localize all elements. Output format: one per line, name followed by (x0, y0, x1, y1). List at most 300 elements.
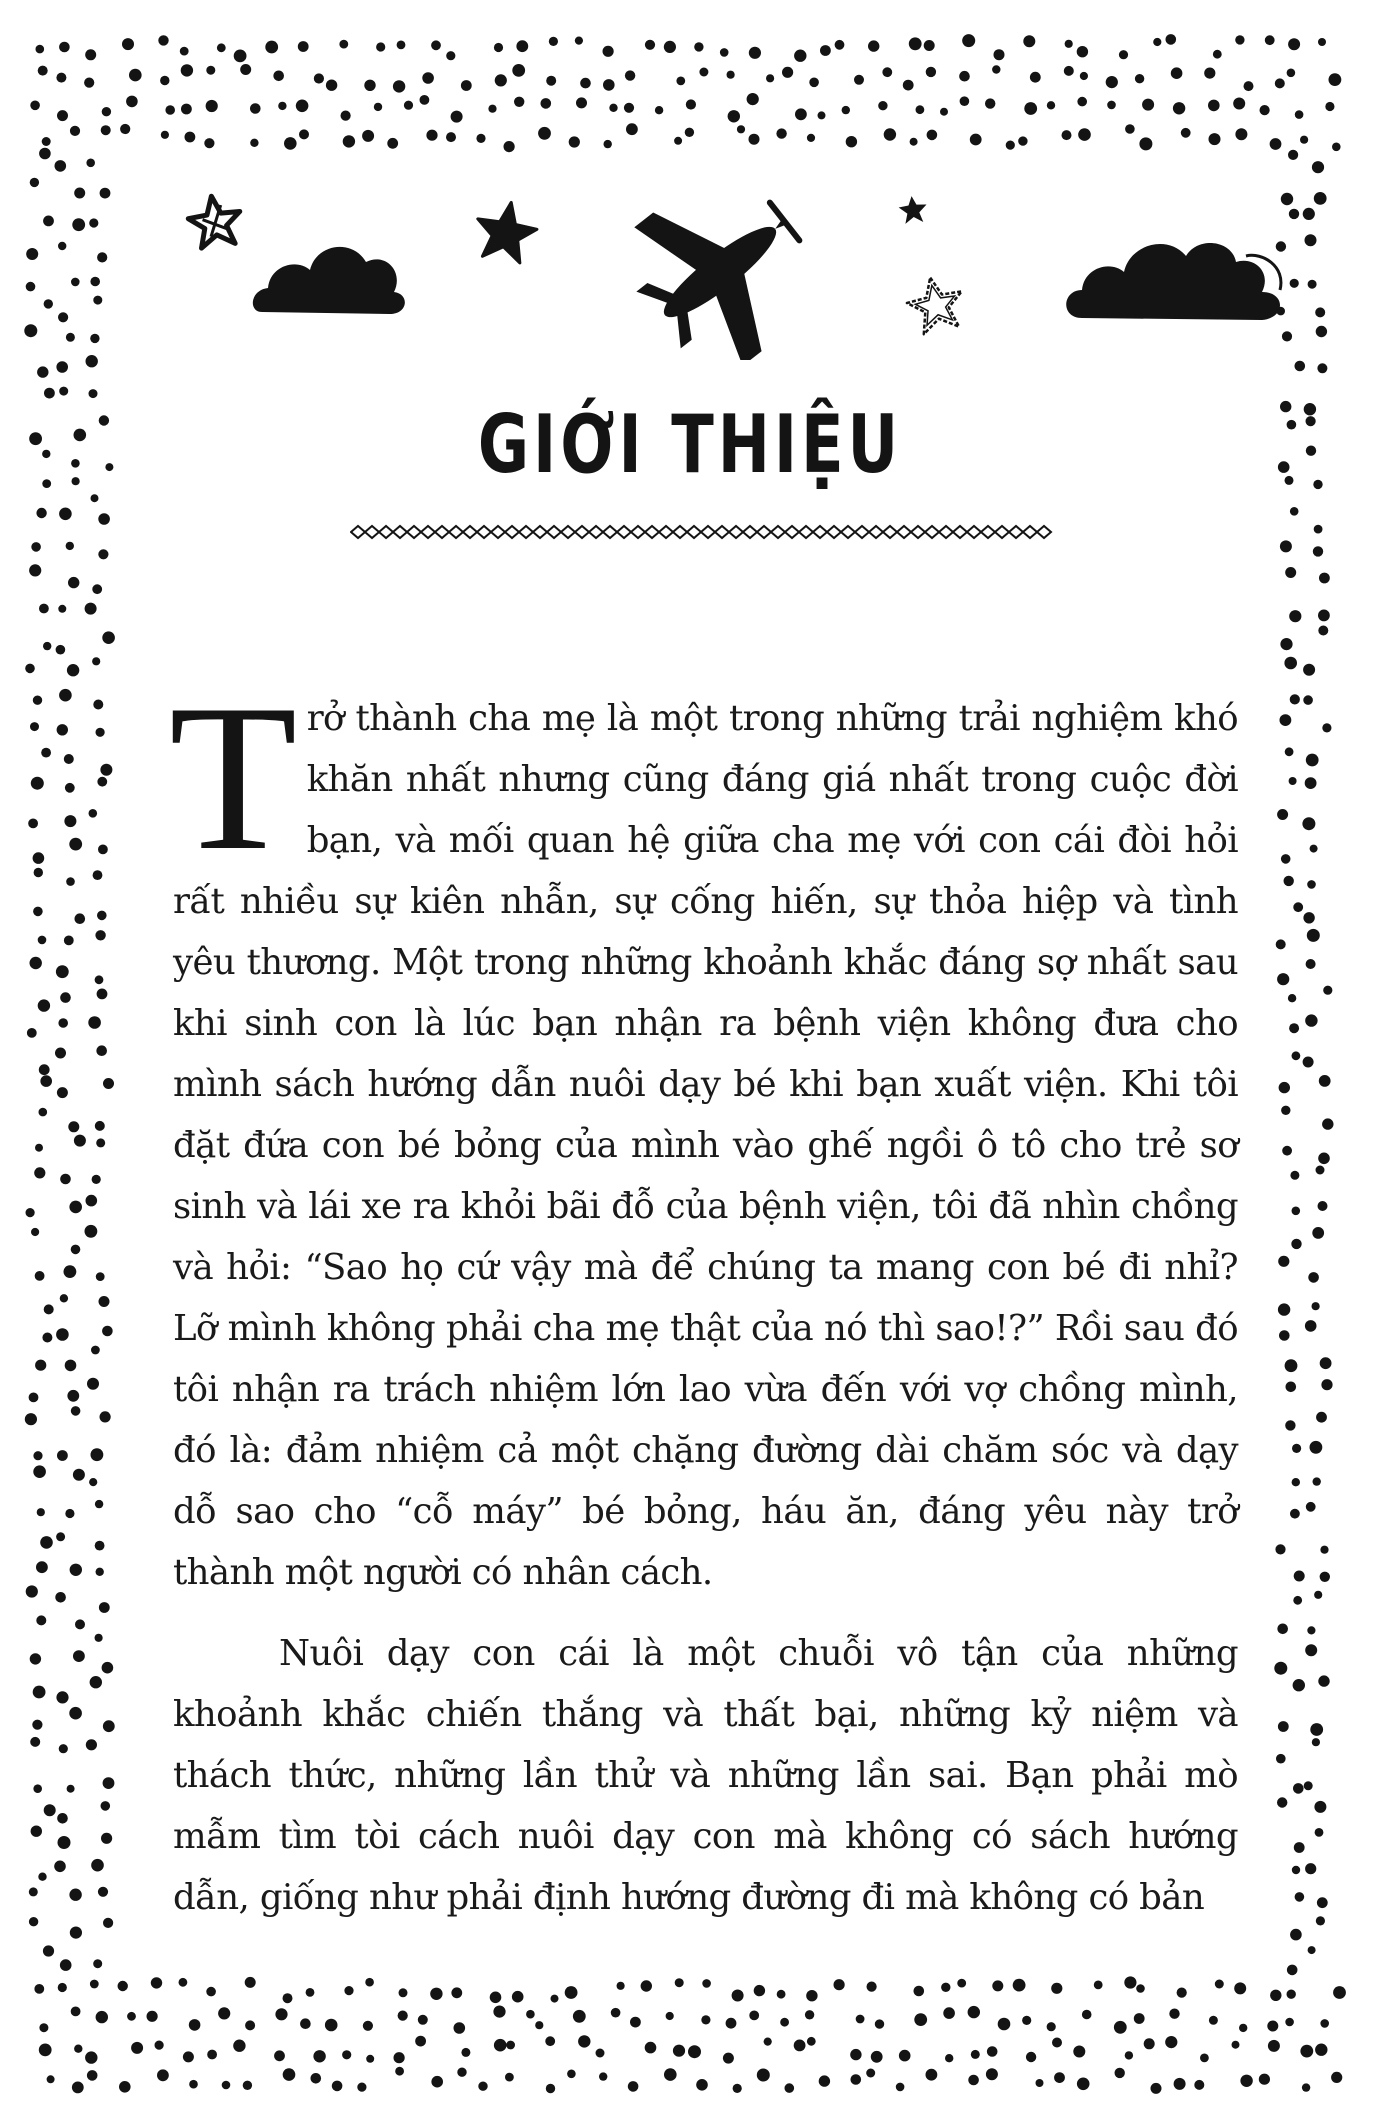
border-dot (31, 1826, 42, 1837)
border-dot (68, 577, 79, 588)
divider-diamond (407, 526, 421, 538)
border-dot (40, 1536, 53, 1549)
border-dot (399, 1988, 408, 1997)
border-dot (245, 2020, 255, 2030)
border-dot (30, 1653, 41, 1664)
border-dot (1293, 1679, 1305, 1691)
border-dot (1279, 1082, 1290, 1093)
border-dot (986, 2068, 998, 2080)
border-dot (74, 1135, 86, 1147)
border-dot (55, 1048, 66, 1059)
border-dot (33, 1784, 42, 1793)
border-dot (1026, 2052, 1036, 2062)
border-dot (60, 992, 71, 1003)
border-dot (38, 1873, 46, 1881)
divider-diamond (953, 526, 967, 538)
border-dot (60, 1294, 68, 1302)
border-dot (1285, 1359, 1298, 1372)
border-dot (1305, 1014, 1317, 1026)
border-dot (311, 2073, 322, 2084)
border-dot (1322, 1118, 1333, 1129)
border-dot (96, 1138, 105, 1147)
border-dot (38, 999, 50, 1011)
border-dot (306, 1988, 315, 1997)
border-dot (807, 2037, 816, 2046)
border-dot (29, 1917, 38, 1926)
border-dot (74, 2045, 82, 2053)
border-dot (64, 936, 74, 946)
border-dot (1318, 1675, 1329, 1686)
border-dot (100, 764, 112, 776)
border-dot (1310, 845, 1318, 853)
border-dot (1300, 2045, 1313, 2058)
border-dot (1306, 446, 1316, 456)
border-dot (1306, 416, 1316, 426)
border-dot (1278, 461, 1290, 473)
border-dot (29, 432, 42, 445)
border-dot (1286, 1382, 1297, 1393)
border-dot (243, 2081, 252, 2090)
border-dot (73, 1650, 85, 1662)
border-dot (118, 1981, 128, 1991)
border-dot (1270, 1990, 1281, 2001)
divider-diamond (771, 526, 785, 538)
border-dot (56, 1532, 65, 1541)
border-dot (189, 2019, 201, 2031)
border-dot (44, 388, 55, 399)
border-dot (596, 2049, 605, 2058)
border-dot (851, 2074, 862, 2085)
border-dot (59, 387, 68, 396)
border-dot (641, 1980, 652, 1991)
border-dot (33, 1451, 42, 1460)
border-dot (95, 1500, 103, 1508)
divider-diamond (841, 526, 855, 538)
border-dot (99, 1602, 110, 1613)
border-dot (33, 1686, 46, 1699)
divider-diamond (379, 526, 393, 538)
border-dot (1165, 2036, 1177, 2048)
border-dot (366, 2055, 374, 2063)
border-dot (28, 819, 38, 829)
border-dot (1267, 2021, 1278, 2032)
border-dot (33, 907, 43, 917)
border-dot (42, 450, 50, 458)
border-dot (1320, 1572, 1330, 1582)
border-dot (332, 2081, 343, 2092)
border-dot (1306, 754, 1319, 767)
border-dot (457, 2068, 466, 2077)
border-dot (1285, 567, 1296, 578)
border-dot (1313, 546, 1323, 556)
border-dot (275, 2008, 287, 2020)
border-dot (1082, 2010, 1092, 2020)
border-dot (1280, 540, 1292, 552)
border-dot (866, 2069, 875, 2078)
border-dot (1174, 2078, 1186, 2090)
border-dot (98, 845, 108, 855)
border-dot (1036, 2079, 1044, 2087)
divider-diamond (925, 526, 939, 538)
border-dot (157, 2069, 169, 2081)
border-dot (38, 936, 47, 945)
border-dot (56, 965, 69, 978)
divider-diamond (463, 526, 477, 538)
star-icon (186, 193, 244, 250)
border-dot (733, 2084, 742, 2093)
border-dot (968, 2006, 980, 2018)
border-dot (70, 1927, 82, 1939)
border-dot (1292, 1051, 1301, 1060)
border-dot (1144, 2038, 1155, 2049)
border-dot (1259, 2074, 1270, 2085)
divider-diamond (869, 526, 883, 538)
border-dot (1290, 694, 1300, 704)
title-divider (350, 518, 1055, 546)
border-dot (1177, 1988, 1187, 1998)
border-dot (1051, 1983, 1062, 1994)
border-dot (69, 838, 82, 851)
divider-diamond (575, 526, 589, 538)
border-dot (43, 1945, 54, 1956)
border-dot (702, 1979, 711, 1988)
border-dot (71, 2007, 81, 2017)
border-dot (535, 2021, 543, 2029)
border-dot (1284, 876, 1294, 886)
border-dot (65, 783, 75, 793)
border-dot (1278, 1256, 1289, 1267)
border-dot (1288, 994, 1296, 1002)
border-dot (95, 930, 105, 940)
border-dot (92, 1175, 101, 1184)
border-dot (850, 2049, 861, 2060)
border-dot (70, 1564, 82, 1576)
border-dot (726, 2018, 737, 2029)
border-dot (1306, 1502, 1316, 1512)
border-dot (896, 2083, 905, 2092)
border-dot (30, 722, 39, 731)
border-dot (1290, 1509, 1300, 1519)
border-dot (29, 1887, 38, 1896)
border-dot (1052, 2038, 1062, 2048)
border-dot (1293, 1783, 1304, 1794)
border-dot (35, 1271, 45, 1281)
border-dot (478, 2082, 487, 2091)
border-dot (300, 2018, 311, 2029)
border-dot (957, 1979, 966, 1988)
border-dot (41, 748, 51, 758)
divider-diamond (883, 526, 897, 538)
border-dot (1276, 1754, 1286, 1764)
border-dot (39, 1064, 50, 1075)
border-dot (943, 2007, 955, 2019)
border-dot (1316, 1412, 1327, 1423)
border-dot (73, 1469, 85, 1481)
border-dot (1280, 638, 1292, 650)
border-dot (85, 2051, 97, 2063)
border-dot (1304, 1781, 1313, 1790)
border-dot (313, 2050, 325, 2062)
border-dot (93, 700, 103, 710)
border-dot (72, 2082, 84, 2094)
border-dot (59, 1744, 68, 1753)
border-dot (68, 1121, 79, 1132)
border-dot (40, 1075, 52, 1087)
border-dot (283, 1993, 293, 2003)
border-dot (1308, 1272, 1319, 1283)
border-dot (1314, 1591, 1322, 1599)
paragraph-text: rở thành cha mẹ là một trong những trải nghiệm khó khăn nhất nhưng cũng đáng giá nhất trong cuộc đời bạn, và mối quan hệ giữa cha mẹ với con cái đòi hỏi rất nhiều sự kiên nhẫn, sự cống hiến, sự thỏa hiệp và tình yêu thương. Một trong những khoảnh khắc đáng sợ nhất sau khi sinh con là lúc bạn nhận ra bệnh viện không đưa cho mình sách hướng dẫn nuôi dạy bé khi bạn xuất viện. Khi tôi đặt đứa con bé bỏng của mình vào ghế ngồi ô tô cho trẻ sơ sinh và lái xe ra khỏi bãi đỗ của bệnh viện, tôi đã nhìn chồng và hỏi: “Sao họ cứ vậy mà để chúng ta mang con bé đi nhỉ? Lỡ mình không phải cha mẹ thật của nó thì sao!?” Rồi sau đó tôi nhận ra trách nhiệm lớn lao vừa đến với vợ chồng mình, đó là: đảm nhiệm cả một chặng đường dài chăm sóc và dạy dỗ sao cho “cỗ máy” bé bỏng, háu ăn, đáng yêu này trở thành một người có nhân cách. (173, 698, 1238, 1593)
border-dot (31, 777, 44, 790)
border-dot (1292, 1866, 1300, 1874)
divider-diamond (421, 526, 435, 538)
border-dot (1319, 1075, 1331, 1087)
border-dot (1315, 1828, 1324, 1837)
border-dot (363, 2021, 373, 2031)
border-dot (31, 1228, 39, 1236)
border-dot (96, 1568, 104, 1576)
border-dot (103, 1918, 113, 1928)
border-dot (283, 2068, 296, 2081)
border-dot (33, 1465, 46, 1478)
border-dot (1277, 1624, 1288, 1635)
border-dot (628, 2081, 639, 2092)
border-dot (34, 1984, 44, 1994)
border-dot (92, 584, 102, 594)
border-dot (696, 2079, 708, 2091)
border-dot (44, 1304, 54, 1314)
border-dot (56, 645, 66, 655)
outlined-star-icon (903, 272, 969, 336)
border-dot (494, 2039, 507, 2052)
border-dot (630, 2017, 641, 2028)
border-dot (92, 657, 100, 665)
divider-diamond (393, 526, 407, 538)
border-dot (1292, 1478, 1300, 1486)
border-dot (1292, 1207, 1301, 1216)
border-dot (493, 2006, 505, 2018)
star-icon (898, 195, 929, 225)
divider-diamond (981, 526, 995, 538)
border-dot (66, 877, 75, 886)
cloud-icon (1066, 243, 1281, 320)
border-dot (58, 1836, 71, 1849)
divider-diamond (589, 526, 603, 538)
border-dot (97, 911, 107, 921)
border-dot (505, 2073, 514, 2082)
border-dot (59, 689, 72, 702)
border-dot (395, 2067, 404, 2076)
border-dot (1285, 1420, 1295, 1430)
border-dot (1307, 929, 1320, 942)
border-dot (96, 2011, 108, 2023)
border-dot (1136, 1984, 1145, 1993)
border-dot (59, 508, 72, 521)
border-dot (1277, 973, 1289, 985)
divider-diamond (1009, 526, 1023, 538)
border-dot (430, 1988, 442, 2000)
border-dot (57, 1087, 68, 1098)
border-dot (1278, 1721, 1289, 1732)
border-dot (103, 1720, 115, 1732)
border-dot (75, 1619, 85, 1629)
border-dot (274, 2050, 285, 2061)
border-dot (1276, 939, 1286, 949)
border-dot (945, 2054, 953, 2062)
border-dot (565, 1986, 578, 1999)
paragraph: Nuôi dạy con cái là một chuỗi vô tận của những khoảnh khắc chiến thắng và thất bại, những kỷ niệm và thách thức, những lần thử và những lần sai. Bạn phải mò mẫm tìm tòi cách nuôi dạy con mà không có sách hướng dẫn, giống như phải định hướng đường đi mà không có bản (173, 1633, 1238, 1918)
border-dot (1278, 1303, 1290, 1315)
border-dot (1274, 1662, 1287, 1675)
border-dot (1305, 1644, 1317, 1656)
border-dot (673, 2045, 685, 2057)
border-dot (1323, 986, 1332, 995)
border-dot (545, 2036, 555, 2046)
border-dot (37, 1508, 45, 1516)
divider-diamond (729, 526, 743, 538)
border-dot (1077, 2078, 1090, 2091)
border-dot (222, 2081, 231, 2090)
divider-diamond (799, 526, 813, 538)
border-dot (96, 728, 105, 737)
border-dot (1151, 2083, 1162, 2094)
border-dot (1280, 714, 1292, 726)
border-dot (103, 1078, 114, 1089)
border-dot (31, 542, 41, 552)
border-dot (86, 1739, 97, 1750)
border-dot (1316, 1916, 1325, 1925)
border-dot (95, 975, 104, 984)
border-dot (32, 1720, 42, 1730)
border-dot (183, 2051, 194, 2062)
border-dot (1277, 809, 1288, 820)
border-dot (54, 1861, 66, 1873)
divider-diamond (603, 526, 617, 538)
border-dot (66, 542, 74, 550)
border-dot (1307, 1626, 1315, 1634)
border-dot (119, 2081, 131, 2093)
divider-diamond (687, 526, 701, 538)
border-dot (1295, 1892, 1305, 1902)
divider-diamond (715, 526, 729, 538)
border-dot (95, 1634, 103, 1642)
border-dot (1287, 1990, 1296, 1999)
border-dot (67, 1785, 75, 1793)
border-dot (567, 2070, 576, 2079)
border-dot (127, 2012, 136, 2021)
border-dot (451, 1987, 462, 1998)
border-dot (36, 1561, 48, 1573)
border-dot (1313, 480, 1322, 489)
border-dot (87, 1378, 99, 1390)
border-dot (675, 1978, 684, 1987)
border-dot (1114, 2021, 1127, 2034)
border-dot (89, 389, 98, 398)
border-dot (89, 809, 98, 818)
border-dot (415, 2036, 426, 2047)
border-dot (1290, 1929, 1302, 1941)
border-dot (1320, 1357, 1332, 1369)
border-dot (1215, 1980, 1224, 1989)
border-dot (105, 463, 113, 471)
border-dot (1317, 363, 1327, 373)
divider-diamond (645, 526, 659, 538)
border-dot (34, 868, 43, 877)
border-dot (88, 1016, 101, 1029)
border-dot (39, 1108, 48, 1117)
border-dot (102, 1662, 114, 1674)
border-dot (102, 631, 115, 644)
border-dot (666, 2012, 674, 2020)
body-text (169, 662, 1238, 1928)
divider-diamond (743, 526, 757, 538)
border-dot (1289, 610, 1301, 622)
border-dot (1322, 723, 1331, 732)
drop-cap: T (169, 662, 297, 894)
border-dot (69, 1889, 81, 1901)
border-dot (99, 1296, 110, 1307)
border-dot (1317, 1897, 1328, 1908)
divider-diamond (365, 526, 379, 538)
border-dot (546, 2084, 555, 2093)
border-dot (1294, 1571, 1305, 1582)
border-dot (97, 777, 107, 787)
border-dot (1240, 2075, 1252, 2087)
border-dot (1285, 2018, 1294, 2027)
border-dot (67, 664, 79, 676)
border-dot (57, 1813, 68, 1824)
divider-diamond (827, 526, 841, 538)
border-dot (1234, 1982, 1246, 1994)
border-dot (25, 664, 35, 674)
border-dot (55, 1592, 66, 1603)
border-dot (526, 2010, 535, 2019)
border-dot (914, 2013, 927, 2026)
border-dot (151, 1977, 162, 1988)
border-dot (90, 1676, 102, 1688)
border-dot (147, 2011, 158, 2022)
border-dot (1318, 1201, 1328, 1211)
divider-diamond (939, 526, 953, 538)
border-dot (1290, 1171, 1299, 1180)
border-dot (1316, 1166, 1325, 1175)
divider-diamond (477, 526, 491, 538)
border-dot (551, 1995, 559, 2003)
border-dot (1281, 854, 1291, 864)
border-dot (764, 2038, 772, 2046)
border-dot (57, 724, 68, 735)
paragraph (169, 662, 1238, 1603)
border-dot (85, 1225, 98, 1238)
border-dot (1313, 1477, 1321, 1485)
border-dot (749, 2011, 759, 2021)
border-dot (25, 1413, 37, 1425)
border-dot (1302, 817, 1315, 830)
border-dot (1239, 2024, 1247, 2032)
border-dot (43, 642, 51, 650)
border-dot (1022, 2016, 1031, 2025)
border-dot (69, 1707, 82, 1720)
border-dot (33, 696, 42, 705)
border-dot (85, 603, 97, 615)
border-dot (30, 957, 42, 969)
border-dot (33, 852, 45, 864)
border-dot (65, 1360, 77, 1372)
border-dot (1290, 507, 1299, 516)
border-dot (342, 2050, 351, 2059)
border-dot (67, 1390, 79, 1402)
border-dot (645, 2042, 657, 2054)
